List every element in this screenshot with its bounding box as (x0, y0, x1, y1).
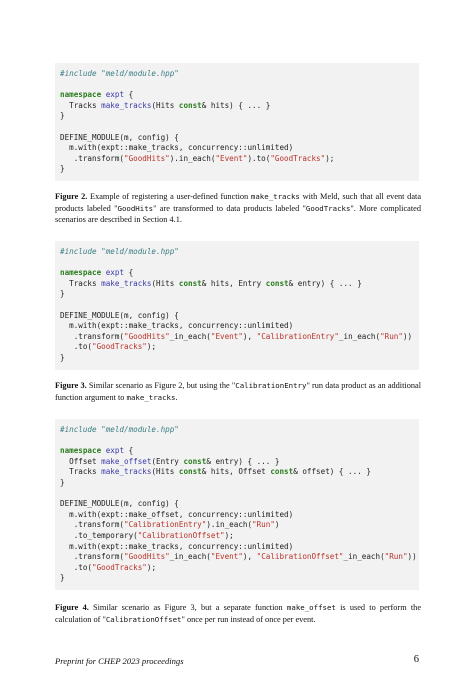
code-line (60, 311, 419, 322)
code-listing-2 (55, 241, 419, 370)
code-token: const (265, 278, 289, 288)
code-line (60, 321, 419, 332)
code-token: .to_temporary( (60, 530, 138, 540)
footer-proceedings-label: Preprint for CHEP 2023 proceedings (55, 656, 184, 666)
code-token: make_offset (101, 456, 152, 466)
code-token: namespace (60, 268, 102, 278)
code-line (60, 143, 419, 154)
code-token: _in_each( (343, 552, 385, 562)
code-token: "CalibrationOffset" (256, 552, 344, 562)
figure-label: Figure 3. (55, 381, 87, 390)
code-token: .transform( (60, 153, 125, 163)
inline-code: GoodHits (117, 203, 154, 213)
code-line (60, 436, 419, 447)
inline-code: make_offset (286, 603, 336, 612)
code-token: } (60, 289, 65, 299)
code-listing-1 (55, 63, 419, 181)
code-token: const (178, 100, 202, 110)
inline-code: GoodTracks (305, 203, 351, 213)
code-token: "GoodHits" (124, 153, 170, 163)
code-token: "GoodTracks" (92, 342, 147, 352)
caption-text: Example of registering a user-defined function (87, 192, 251, 201)
code-token: const (178, 467, 202, 477)
code-token: } (60, 111, 65, 121)
code-token: make_tracks (101, 100, 152, 110)
code-token: const (270, 467, 294, 477)
code-token: "GoodHits" (124, 331, 170, 341)
code-token: ) (274, 520, 280, 530)
code-token: "GoodTracks" (270, 153, 326, 163)
code-token: (Hits (151, 467, 179, 477)
code-line (60, 268, 419, 279)
code-token: & hits, Entry (201, 278, 266, 288)
code-token: expt (105, 446, 125, 456)
code-line (60, 531, 419, 542)
code-token: "Run" (384, 552, 408, 562)
code-token: Tracks (60, 467, 102, 477)
code-token: #include "meld/module.hpp" (60, 247, 179, 256)
code-token: "Event" (215, 153, 248, 163)
code-line (60, 467, 419, 478)
figure-label: Figure 4. (55, 603, 89, 612)
code-line (60, 478, 419, 489)
code-token: .transform( (60, 520, 125, 530)
code-token: DEFINE_MODULE(m, config) { (60, 310, 179, 320)
code-token: "Run" (252, 520, 275, 530)
code-token: { (124, 446, 134, 456)
code-token: & entry) { ... } (206, 456, 280, 466)
code-line (60, 279, 419, 290)
code-token: expt (105, 268, 125, 278)
code-line (60, 164, 419, 175)
code-token: "GoodTracks" (92, 562, 147, 572)
figure-label: Figure 2. (55, 192, 88, 201)
code-line (60, 573, 419, 584)
code-token: & offset) { ... } (293, 467, 371, 477)
code-line (60, 289, 419, 300)
inline-code: CalibrationOffset (105, 614, 182, 624)
code-token: & entry) { ... } (288, 278, 362, 288)
code-line (60, 247, 419, 258)
code-line (60, 332, 419, 343)
code-listing-3 (55, 419, 419, 590)
code-token: )) (402, 331, 413, 341)
code-token: } (60, 573, 65, 583)
code-token: _in_each( (169, 552, 211, 562)
code-token: "CalibrationEntry" (256, 331, 339, 341)
code-token: ); (224, 530, 234, 540)
code-line (60, 258, 419, 269)
code-token: )) (407, 552, 417, 562)
code-token: .transform( (60, 552, 125, 562)
code-line (60, 520, 419, 531)
code-line (60, 425, 419, 436)
code-line (60, 563, 419, 574)
inline-code: CalibrationEntry (235, 381, 307, 390)
code-token: (Hits (151, 100, 179, 110)
code-token: _in_each( (169, 331, 211, 341)
code-token: #include "meld/module.hpp" (60, 425, 179, 434)
code-line (60, 342, 419, 353)
caption-text: is used to perform the calculation of " (55, 603, 421, 624)
code-line (60, 510, 419, 521)
code-line (60, 101, 419, 112)
code-line (60, 300, 419, 311)
code-token: Tracks (60, 100, 102, 110)
code-token: & hits) { ... } (201, 100, 271, 110)
caption-text: " are transformed to data products labeled " (153, 203, 306, 213)
code-line (60, 353, 419, 364)
code-token: { (124, 268, 134, 278)
code-line (60, 69, 419, 80)
code-line (60, 499, 419, 510)
code-token: "GoodHits" (124, 552, 170, 562)
code-line (60, 446, 419, 457)
code-token: make_tracks (101, 467, 152, 477)
figure-3-caption (55, 380, 421, 403)
code-token: } (60, 477, 65, 487)
code-line (60, 90, 419, 101)
code-token: ); (146, 342, 157, 352)
code-line (60, 122, 419, 133)
code-token: make_tracks (101, 278, 152, 288)
caption-text: ". More complicated scenarios are described in Section 4.1. (55, 203, 421, 225)
code-token: ), (242, 331, 257, 341)
figure-4-caption (55, 602, 421, 625)
code-token: { (124, 90, 134, 100)
code-token: Offset (60, 456, 102, 466)
code-line (60, 489, 419, 500)
code-token: (Hits (151, 278, 179, 288)
code-token: (Entry (151, 456, 184, 466)
code-token: "Event" (210, 331, 243, 341)
code-line (60, 154, 419, 165)
caption-text: . (175, 392, 178, 402)
code-token: Tracks (60, 278, 102, 288)
caption-text: with Meld, such that all event data products labeled " (55, 192, 422, 213)
code-token: DEFINE_MODULE(m, config) { (60, 132, 179, 142)
code-token: ), (242, 552, 257, 562)
code-token: const (183, 456, 207, 466)
code-line (60, 457, 419, 468)
code-line (60, 80, 419, 91)
caption-text: " once per run instead of once per event. (181, 614, 316, 624)
caption-text: " run data product as an additional function argument to (55, 381, 421, 402)
code-token: .to( (60, 562, 93, 572)
code-token: const (178, 278, 202, 288)
code-token: "CalibrationOffset" (137, 530, 225, 540)
code-line (60, 133, 419, 144)
code-token: m.with(expt::make_tracks, concurrency::unlimited) (60, 143, 294, 153)
inline-code: make_tracks (250, 192, 300, 201)
code-token: DEFINE_MODULE(m, config) { (60, 499, 179, 509)
code-line (60, 111, 419, 122)
code-token: } (60, 164, 65, 174)
code-line (60, 552, 419, 563)
code-token: m.with(expt::make_offset, concurrency::unlimited) (60, 509, 294, 519)
code-token: namespace (60, 90, 102, 100)
page-number: 6 (413, 654, 419, 665)
figure-2-caption (55, 191, 421, 226)
code-token: ).in_each( (206, 520, 253, 530)
code-token: ); (325, 153, 335, 163)
code-token: ).in_each( (169, 153, 216, 163)
code-token: & hits, Offset (201, 467, 271, 477)
code-token: ); (146, 562, 157, 572)
caption-text: Similar scenario as Figure 3, but a separate function (88, 603, 287, 612)
code-token: .to( (60, 342, 93, 352)
code-token: m.with(expt::make_tracks, concurrency::unlimited) (60, 321, 294, 331)
code-token: ).to( (247, 153, 271, 163)
code-token: } (60, 352, 65, 362)
inline-code: make_tracks (126, 392, 176, 402)
code-token: "Event" (210, 552, 243, 562)
code-line (60, 542, 419, 553)
code-token: #include "meld/module.hpp" (60, 69, 179, 78)
code-token: m.with(expt::make_tracks, concurrency::unlimited) (60, 541, 294, 551)
code-token: "Run" (380, 331, 403, 341)
code-token: namespace (60, 446, 102, 456)
code-token: _in_each( (338, 331, 381, 341)
code-token: "CalibrationEntry" (124, 520, 207, 530)
caption-text: Similar scenario as Figure 2, but using the " (86, 381, 236, 390)
code-token: expt (105, 90, 125, 100)
code-token: .transform( (60, 331, 125, 341)
